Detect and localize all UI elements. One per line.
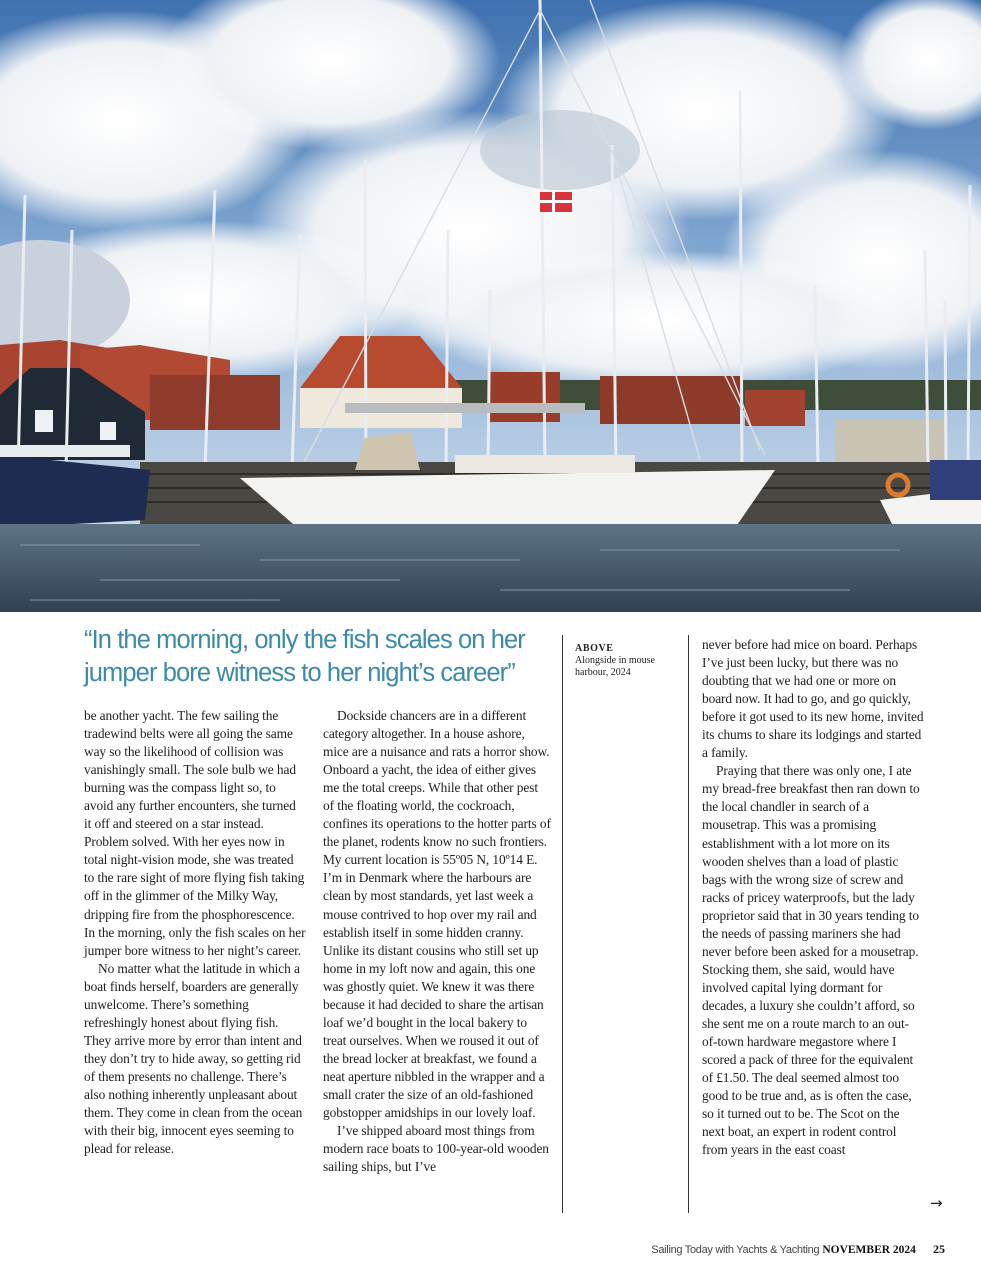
photo-caption: [575, 643, 680, 679]
column-rule-right: [688, 635, 689, 1213]
issue-date: NOVEMBER 2024: [822, 1244, 916, 1256]
body-column-1: [84, 707, 306, 1158]
paragraph: Praying that there was only one, I ate my bread-free breakfast then ran down to the local chandler in search of a mousetrap. This was a promising establishment with a lot more on its wooden shelves than a load of plastic bags with the wrong size of screw and racks of pricey waterproofs, but the lady proprietor said that in 30 years tending to the needs of passing mariners she had never before been asked for a mousetrap. Stocking them, she said, would have involved capital lying dormant for decades, a luxury she couldn’t afford, so she sent me on a route march to an out-of-town hardware megastore where I scored a pack of three for the equivalent of £1.50. The deal seemed almost too good to be true and, as is often the case, so it turned out to be. The Scot on the next boat, an expert in rodent control from years in the east coast: [702, 763, 920, 1158]
paragraph: be another yacht. The few sailing the tradewind belts were all going the same way so the likelihood of collision was vanishingly small. The sole bulb we had burning was the compass light so, to avoid any further encounters, she turned it off and steered on a star instead. Problem solved. With her eyes now in total night-vision mode, she was treated to the rare sight of more flying fish taking off in the glimmer of the Milky Way, dripping fire from the phosphorescence. In the morning, only the fish scales on her jumper bore witness to her night’s career.: [84, 708, 306, 958]
paragraph: never before had mice on board. Perhaps I’ve just been lucky, but there was no doubting that we had one or more on board now. It had to go, and go quickly, before it got used to its new home, invited its chums to share its lodgings and started a family.: [702, 637, 924, 761]
paragraph: Dockside chancers are in a different category altogether. In a house ashore, mice are a nuisance and rats a horror show. Onboard a yacht, the idea of either gives me the total creeps. While that other pest of the floating world, the cockroach, confines its operations to the hotter parts of the planet, rodents know no such frontiers. My current location is 55º05 N, 10º14 E. I’m in Denmark where the harbours are clean by most standards, yet last week a mouse contrived to hop over my rail and establish itself in some hidden cranny. Unlike its distant cousins who still set up home in my loft now and again, this one was ghostly quiet. We knew it was there because it had decided to share the artisan loaf we’d bought in the local bakery to treat ourselves. When we roused it out of the bread locker at breakfast, we found a neat aperture nibbled in the wrapper and a small crater the size of an old-fashioned gobstopper amidships in our lovely loaf.: [323, 708, 551, 1121]
pull-quote: “In the morning, only the fish scales on her jumper bore witness to her night’s career”: [84, 626, 525, 687]
paragraph: No matter what the latitude in which a boat finds herself, boarders are generally unwelcome. There’s something refreshingly honest about flying fish. They arrive more by error than intent and they don’t try to hide away, so getting rid of them presents no challenge. There’s also nothing inherently unpleasant about them. They come in clean from the ocean with their big, innocent eyes seeming to plead for release.: [84, 960, 303, 1157]
page-footer: [651, 1242, 945, 1257]
column-rule-left: [562, 635, 563, 1213]
harbour-illustration: [0, 0, 981, 612]
body-column-3: [702, 636, 924, 1159]
continue-arrow-icon: →: [930, 1194, 943, 1212]
paragraph: I’ve shipped aboard most things from modern race boats to 100-year-old wooden sailing ships, but I’ve: [323, 1123, 549, 1175]
magazine-name: Sailing Today with Yachts & Yachting: [651, 1244, 820, 1256]
caption-label: ABOVE: [575, 643, 614, 654]
body-column-2: [323, 707, 551, 1176]
harbour-photo: [0, 0, 981, 612]
white-yacht: [240, 470, 775, 530]
page-number: 25: [933, 1242, 945, 1256]
caption-text: Alongside in mouse harbour, 2024: [575, 655, 655, 678]
